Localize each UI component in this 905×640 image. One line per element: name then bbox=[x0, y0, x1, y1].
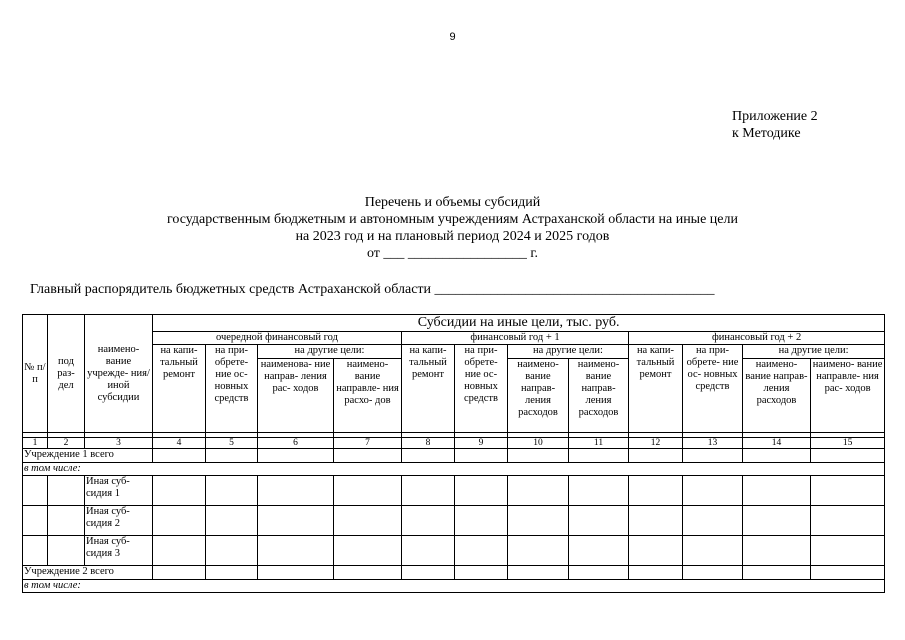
row-subsidy-3: Иная суб- сидия 3 bbox=[85, 536, 153, 566]
header-year-1: очередной финансовый год bbox=[153, 332, 402, 345]
header-direction-y1-a: наименова- ние направ- ления рас- ходов bbox=[258, 359, 334, 433]
table-row bbox=[23, 580, 885, 593]
budget-administrator-line: Главный распорядитель бюджетных средств Астраханской области ________________________________________ bbox=[30, 282, 715, 297]
column-number: 15 bbox=[811, 438, 885, 449]
row-including-2: в том числе: bbox=[23, 580, 885, 593]
row-institution-1: Учреждение 1 всего bbox=[23, 449, 153, 463]
title-line-4: от ___ _________________ г. bbox=[366, 246, 539, 261]
column-number: 5 bbox=[206, 438, 258, 449]
column-number: 10 bbox=[508, 438, 569, 449]
table-row bbox=[23, 566, 885, 580]
column-number: 14 bbox=[743, 438, 811, 449]
row-subsidy-2: Иная суб- сидия 2 bbox=[85, 506, 153, 536]
title-line-3: на 2023 год и на плановый период 2024 и 2025 годов bbox=[295, 229, 610, 244]
header-direction-y2-b: наимено- вание направ- ления расходов bbox=[569, 359, 629, 433]
header-number: № п/п bbox=[23, 315, 48, 433]
header-purchase-y1: на при- обрете- ние ос- новных средств bbox=[206, 345, 258, 433]
row-institution-2: Учреждение 2 всего bbox=[23, 566, 153, 580]
column-number: 11 bbox=[569, 438, 629, 449]
appendix-note bbox=[732, 108, 818, 142]
document-title bbox=[0, 194, 905, 262]
column-number: 9 bbox=[455, 438, 508, 449]
column-number: 3 bbox=[85, 438, 153, 449]
header-direction-y3-b: наимено- вание направле- ния рас- ходов bbox=[811, 359, 885, 433]
header-name: наимено- вание учрежде- ния/иной субсидии bbox=[85, 315, 153, 433]
page-number: 9 bbox=[449, 31, 456, 43]
header-purchase-y3: на при- обрете- ние ос- новных средств bbox=[683, 345, 743, 433]
header-capital-y3: на капи- тальный ремонт bbox=[629, 345, 683, 433]
column-number: 8 bbox=[402, 438, 455, 449]
column-number: 13 bbox=[683, 438, 743, 449]
header-year-3: финансовый год + 2 bbox=[629, 332, 885, 345]
header-other-y2: на другие цели: bbox=[508, 345, 629, 359]
title-line-2: государственным бюджетным и автономным учреждениям Астраханской области на иные цели bbox=[166, 212, 738, 227]
column-number: 4 bbox=[153, 438, 206, 449]
subsidies-table bbox=[22, 314, 885, 593]
appendix-line-1: Приложение 2 bbox=[732, 109, 818, 124]
column-number: 12 bbox=[629, 438, 683, 449]
header-capital-y2: на капи- тальный ремонт bbox=[402, 345, 455, 433]
appendix-line-2: к Методике bbox=[732, 126, 801, 141]
column-number: 6 bbox=[258, 438, 334, 449]
header-year-2: финансовый год + 1 bbox=[402, 332, 629, 345]
header-direction-y3-a: наимено- вание направ- ления расходов bbox=[743, 359, 811, 433]
header-direction-y1-b: наимено- вание направле- ния расхо- дов bbox=[334, 359, 402, 433]
row-subsidy-1: Иная суб- сидия 1 bbox=[85, 476, 153, 506]
column-number: 1 bbox=[23, 438, 48, 449]
header-capital-y1: на капи- тальный ремонт bbox=[153, 345, 206, 433]
table-row bbox=[23, 536, 885, 566]
header-purchase-y2: на при- обрете- ние ос- новных средств bbox=[455, 345, 508, 433]
row-including-1: в том числе: bbox=[23, 463, 885, 476]
table-row bbox=[23, 506, 885, 536]
table-row bbox=[23, 463, 885, 476]
table-row bbox=[23, 449, 885, 463]
title-line-1: Перечень и объемы субсидий bbox=[364, 195, 541, 210]
header-subsection: под раз- дел bbox=[48, 315, 85, 433]
header-subsidies: Субсидии на иные цели, тыс. руб. bbox=[153, 315, 885, 332]
column-number: 2 bbox=[48, 438, 85, 449]
table-row bbox=[23, 476, 885, 506]
header-other-y1: на другие цели: bbox=[258, 345, 402, 359]
header-other-y3: на другие цели: bbox=[743, 345, 885, 359]
header-direction-y2-a: наимено- вание направ- ления расходов bbox=[508, 359, 569, 433]
column-number: 7 bbox=[334, 438, 402, 449]
